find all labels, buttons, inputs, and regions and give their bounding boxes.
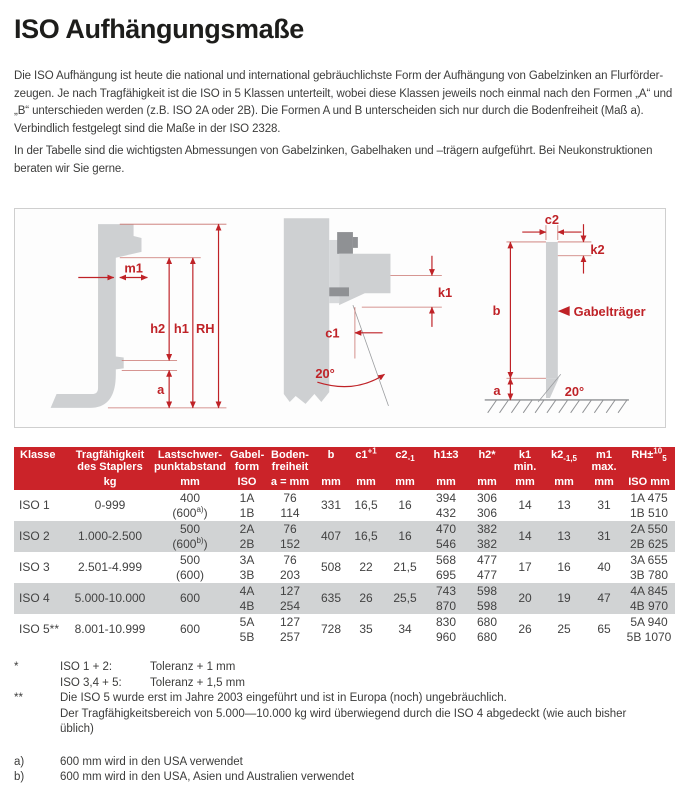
cell-h2: 306 306	[476, 490, 498, 520]
cell-b: 331	[320, 498, 342, 512]
hook-pin-tab-shape	[353, 237, 358, 248]
cell-k1: 20	[518, 591, 532, 605]
footnote-label: ISO 3,4 + 5:	[60, 676, 122, 689]
footnote-marker: b)	[14, 771, 25, 783]
cell-h2: 598 598	[476, 583, 498, 613]
dimension-label-a: a	[493, 383, 501, 399]
cell-m1: 65	[597, 622, 611, 636]
cell-h2: 382 382	[476, 521, 498, 551]
angle-label: 20°	[315, 366, 335, 382]
column-header-c1: $c1^{+1}$ mm	[347, 447, 385, 490]
cell-lsp: 500 (600)	[175, 552, 204, 582]
intro-paragraph-1	[14, 68, 674, 138]
hook-notch-shape	[329, 287, 349, 296]
column-header-h1: h1±3 mm	[425, 447, 467, 490]
cell-c2: 16	[398, 529, 412, 543]
table-row	[14, 583, 675, 614]
footnote-double-star	[14, 691, 662, 738]
cell-rh: 4A 845 4B 970	[629, 583, 669, 613]
cell-k2: 13	[557, 498, 571, 512]
footnote-body	[60, 770, 662, 786]
table-row	[14, 552, 675, 583]
dimension-label-c1: c1	[325, 325, 340, 341]
footnote-text: 600 mm wird in den USA, Asien und Australien verwendet	[60, 771, 355, 783]
footnote-text: 600 mm wird in den USA verwendet	[60, 755, 243, 768]
footnote-marker: a)	[14, 755, 25, 768]
ground-hatching	[485, 400, 629, 413]
dimension-label-m1: m1	[124, 260, 143, 276]
column-header-k1: k1 min. mm	[507, 447, 543, 490]
carrier-pointer-icon	[558, 306, 570, 316]
cell-c1: 35	[359, 622, 373, 636]
cell-klasse: ISO 2	[19, 529, 50, 543]
diagram-panel	[14, 208, 666, 428]
cell-m1: 31	[597, 529, 611, 543]
cell-traglast: 0-999	[94, 498, 126, 512]
cell-h1: 470 546	[435, 521, 457, 551]
cell-traglast: 1.000-2.500	[77, 529, 143, 543]
cell-k1: 26	[518, 622, 532, 636]
column-header-rh: RH±$^{10}_5$ ISO mm	[623, 447, 675, 490]
footnote-line	[60, 676, 662, 692]
cell-boden: 76 152	[279, 521, 301, 551]
dimension-label-k1: k1	[437, 285, 453, 301]
paragraph-line: beraten wir Sie gerne.	[14, 162, 125, 175]
cell-m1: 31	[597, 498, 611, 512]
cell-boden: 127 254	[279, 583, 301, 613]
table-head	[14, 447, 675, 490]
cell-form: 5A 5B	[239, 614, 255, 644]
cell-traglast: 2.501-4.999	[77, 560, 143, 574]
cell-boden: 127 257	[279, 614, 301, 644]
cell-b: 508	[320, 560, 342, 574]
cell-form: 2A 2B	[239, 521, 255, 551]
cell-klasse: ISO 4	[19, 591, 50, 605]
column-header-m1: m1 max. mm	[585, 447, 623, 490]
angle-reference-line	[353, 305, 389, 406]
column-header-b: b mm	[315, 447, 347, 490]
column-header-lastschwerpunktabstand: Lastschwer- punktabstand mm	[151, 447, 229, 490]
cell-rh: 1A 475 1B 510	[629, 490, 669, 520]
column-header-tragfaehigkeit: Tragfähigkeit des Staplers kg	[69, 447, 151, 490]
cell-h1: 830 960	[435, 614, 457, 644]
cell-lsp: 600	[179, 591, 201, 605]
column-header-gabelform: Gabel- form ISO	[230, 449, 265, 488]
cell-lsp: 600	[179, 622, 201, 636]
footnote-star	[14, 660, 662, 691]
cell-k1: 14	[518, 529, 532, 543]
table-row	[14, 614, 675, 645]
footnote-line: Die ISO 5 wurde erst im Jahre 2003 eingeführt und ist in Europa (noch) ungebräuchlich.	[60, 692, 507, 704]
cell-klasse: ISO 1	[19, 498, 50, 512]
intro-paragraph-2	[14, 143, 674, 178]
cell-c2: 25,5	[393, 591, 417, 605]
cell-h2: 680 680	[476, 614, 498, 644]
dimension-label-h2: h2	[150, 320, 166, 336]
footnote-a	[14, 755, 662, 771]
dimension-label-a: a	[157, 382, 165, 398]
footnote-body	[60, 660, 662, 691]
dimension-label-k2: k2	[590, 241, 606, 257]
cell-c1: 26	[359, 591, 373, 605]
cell-lsp: 400 (600$^{a)}$)	[172, 490, 208, 520]
cell-form: 3A 3B	[239, 552, 255, 582]
cell-rh: 3A 655 3B 780	[629, 552, 669, 582]
cell-c2: 16	[398, 498, 412, 512]
fork-profile-shape	[51, 224, 142, 408]
footnote-spacer	[14, 738, 662, 755]
column-header-bodenfreiheit: Boden- freiheit a = mm	[265, 447, 315, 490]
cell-k1: 14	[518, 498, 532, 512]
dimension-label-b: b	[493, 303, 501, 319]
cell-rh: 2A 550 2B 625	[629, 521, 669, 551]
cell-k2: 19	[557, 591, 571, 605]
column-header-h2: h2* mm	[467, 447, 507, 490]
cell-traglast: 5.000-10.000	[74, 591, 146, 605]
dimension-label-c2: c2	[545, 212, 560, 228]
footnote-marker: *	[14, 661, 19, 673]
footnote-line	[60, 660, 662, 676]
cell-h1: 394 432	[435, 490, 457, 520]
footnote-label: ISO 1 + 2:	[60, 661, 113, 673]
table-row	[14, 521, 675, 552]
table-body	[14, 490, 675, 645]
dimension-label-h1: h1	[173, 320, 189, 336]
cell-boden: 76 114	[280, 490, 300, 520]
cell-h1: 568 695	[435, 552, 457, 582]
cell-klasse: ISO 5**	[19, 622, 60, 636]
cell-k2: 16	[557, 560, 571, 574]
cell-form: 1A 1B	[239, 490, 255, 520]
paragraph-line: In der Tabelle sind die wichtigsten Abmessungen von Gabelzinken, Gabelhaken und –trägern aufgeführt. Bei Neukonstruktionen	[14, 145, 653, 157]
carrier-diagram	[463, 211, 659, 425]
angle-label: 20°	[565, 384, 585, 400]
cell-lsp: 500 (600$^{b)}$)	[172, 521, 208, 551]
footnote-b	[14, 770, 662, 786]
cell-b: 407	[320, 529, 342, 543]
paragraph-line: Verbindlich festgelegt sind die Maße in der ISO 2328.	[14, 122, 281, 135]
hook-block-shape	[339, 254, 390, 305]
fork-side-view-diagram	[21, 211, 268, 425]
cell-m1: 47	[597, 591, 611, 605]
paragraph-line: Die ISO Aufhängung ist heute die national und international gebräuchlichste Form der Aufhängung von Gabelzinken an Flurförder-	[14, 70, 664, 82]
cell-rh: 5A 940 5B 1070	[626, 614, 672, 644]
cell-b: 728	[320, 622, 342, 636]
column-header-c2: $c2_{-1}$ mm	[385, 447, 425, 490]
footnote-body	[60, 691, 662, 738]
footnote-text: Toleranz + 1,5 mm	[150, 676, 245, 689]
cell-c1: 22	[359, 560, 373, 574]
footnote-marker: **	[14, 692, 23, 704]
paragraph-line: zeugen. Je nach Tragfähigkeit ist die ISO in 5 Klassen unterteilt, wobei diese Klassen jeweils noch einmal nach den Formen „A“ und	[14, 87, 673, 100]
table-header-row	[14, 447, 675, 490]
cell-c2: 34	[398, 622, 412, 636]
footnote-line: üblich)	[60, 723, 94, 735]
iso-dimensions-table	[14, 447, 675, 645]
footnote-line: Der Tragfähigkeitsbereich von 5.000—10.000 kg wird überwiegend durch die ISO 4 abgedeckt (wie auch bisher	[60, 707, 627, 720]
cell-boden: 76 203	[279, 552, 301, 582]
carrier-label: Gabelträger	[574, 304, 647, 320]
footnote-text: Toleranz + 1 mm	[150, 661, 236, 673]
footnote-body	[60, 755, 662, 771]
cell-k2: 13	[557, 529, 571, 543]
page-title: ISO Aufhängungsmaße	[14, 14, 304, 44]
cell-c1: 16,5	[354, 529, 378, 543]
cell-form: 4A 4B	[239, 583, 255, 613]
column-header-k2: $k2_{-1,5}$ mm	[543, 447, 585, 490]
cell-k2: 25	[557, 622, 571, 636]
hook-detail-diagram	[268, 211, 464, 425]
footnotes	[14, 660, 662, 786]
cell-b: 635	[320, 591, 342, 605]
hook-pin-shape	[337, 232, 353, 254]
cell-h1: 743 870	[435, 583, 457, 613]
cell-klasse: ISO 3	[19, 560, 50, 574]
cell-traglast: 8.001-10.999	[74, 622, 146, 636]
dimension-label-rh: RH	[196, 320, 215, 336]
cell-h2: 477 477	[476, 552, 498, 582]
cell-c1: 16,5	[354, 498, 378, 512]
carrier-plate-shape	[546, 242, 558, 378]
paragraph-line: „B“ unterschieden werden (z.B. ISO 2A oder 2B). Die Formen A und B unterscheiden sich nur durch die Bodenfreiheit (Maß a).	[14, 105, 644, 117]
cell-m1: 40	[597, 560, 611, 574]
cell-k1: 17	[518, 560, 532, 574]
table-row	[14, 490, 675, 521]
carrier-foot-shape	[546, 378, 559, 398]
cell-c2: 21,5	[393, 560, 417, 574]
column-header-klasse: Klasse	[14, 447, 69, 490]
